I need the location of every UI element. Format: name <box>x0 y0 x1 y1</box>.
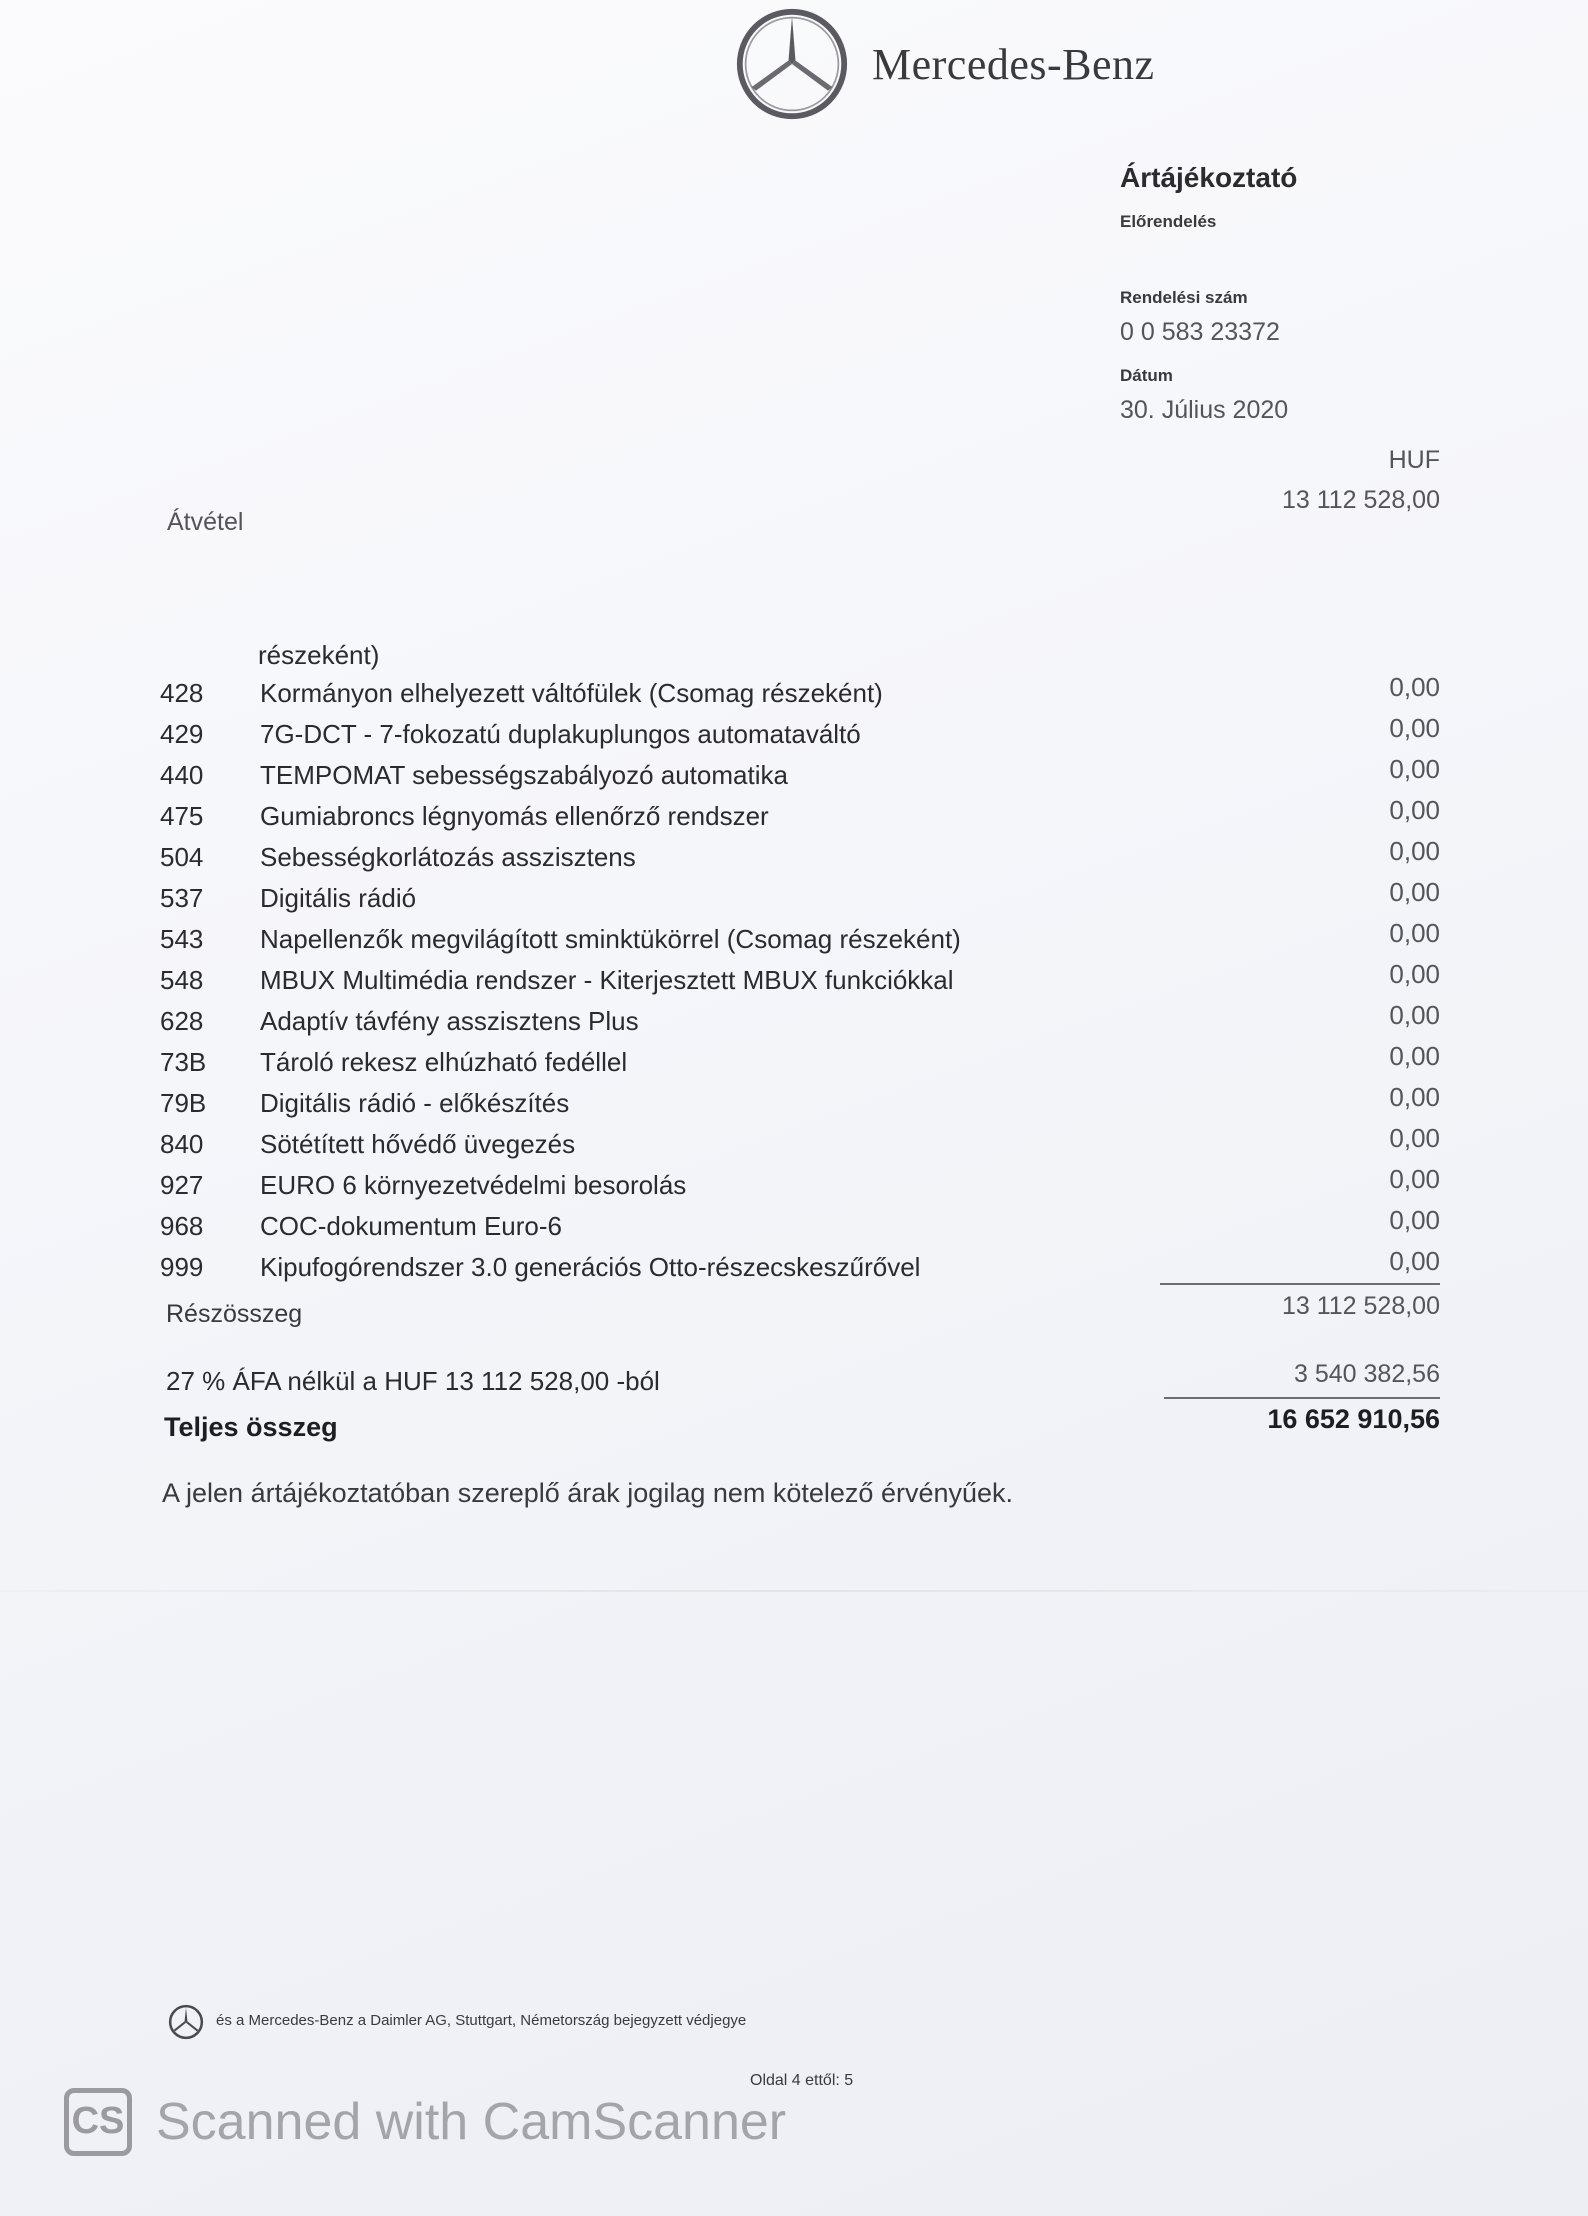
item-code: 428 <box>160 678 204 708</box>
total-label: Teljes összeg <box>164 1412 338 1442</box>
currency-label: HUF <box>1388 446 1440 474</box>
item-row <box>160 1123 1440 1169</box>
total-value: 16 652 910,56 <box>1267 1404 1440 1434</box>
items-continuation: részeként) <box>258 640 380 670</box>
camscanner-watermark: Scanned with CamScanner <box>156 2093 787 2151</box>
date-value: 30. Július 2020 <box>1120 396 1289 424</box>
item-description: MBUX Multimédia rendszer - Kiterjesztett MBUX funkciókkal <box>260 965 954 995</box>
delivery-label: Átvétel <box>167 508 244 536</box>
item-price: 0,00 <box>1389 918 1440 948</box>
paper-fold <box>0 1590 1588 1592</box>
item-price: 0,00 <box>1389 713 1440 743</box>
delivery-amount: 13 112 528,00 <box>1281 486 1440 514</box>
order-number-value: 0 0 583 23372 <box>1120 318 1280 346</box>
item-price: 0,00 <box>1389 1164 1440 1194</box>
brand-header <box>734 6 1155 122</box>
subtotal-label: Részösszeg <box>166 1300 303 1328</box>
item-code: 999 <box>160 1252 204 1282</box>
item-price: 0,00 <box>1389 1246 1440 1276</box>
item-description: Gumiabroncs légnyomás ellenőrző rendszer <box>260 801 769 831</box>
item-description: Digitális rádió - előkészítés <box>260 1088 570 1118</box>
item-row <box>160 877 1440 923</box>
brand-name: Mercedes-Benz <box>872 39 1155 89</box>
document-title: Ártájékoztató <box>1120 162 1298 193</box>
item-price: 0,00 <box>1389 877 1440 907</box>
item-row <box>160 754 1440 800</box>
date-label: Dátum <box>1120 366 1173 385</box>
item-row <box>160 713 1440 759</box>
vat-label: 27 % ÁFA nélkül a HUF 13 112 528,00 -ból <box>166 1366 660 1396</box>
item-code: 927 <box>160 1170 204 1200</box>
mercedes-star-icon <box>734 6 850 122</box>
item-price: 0,00 <box>1389 754 1440 784</box>
item-code: 628 <box>160 1006 204 1036</box>
item-code: 968 <box>160 1211 204 1241</box>
item-row <box>160 959 1440 1005</box>
item-description: Adaptív távfény asszisztens Plus <box>260 1006 639 1036</box>
item-description: 7G-DCT - 7-fokozatú duplakuplungos automataváltó <box>260 719 861 749</box>
item-price: 0,00 <box>1389 959 1440 989</box>
item-row <box>160 918 1440 964</box>
item-row <box>160 672 1440 718</box>
mercedes-star-small-icon <box>168 2004 204 2040</box>
item-code: 504 <box>160 842 204 872</box>
item-row <box>160 1205 1440 1251</box>
item-row <box>160 1082 1440 1128</box>
item-price: 0,00 <box>1389 1041 1440 1071</box>
subtotal-divider <box>1160 1283 1440 1285</box>
item-row <box>160 1246 1440 1292</box>
document-subtitle: Előrendelés <box>1120 212 1217 231</box>
item-description: COC-dokumentum Euro-6 <box>260 1211 562 1241</box>
item-row <box>160 1000 1440 1046</box>
trademark-note: és a Mercedes-Benz a Daimler AG, Stuttgart, Németország bejegyzett védjegye <box>216 2012 747 2029</box>
disclaimer-text: A jelen ártájékoztatóban szereplő árak jogilag nem kötelező érvényűek. <box>162 1478 1014 1508</box>
item-code: 475 <box>160 801 204 831</box>
subtotal-value: 13 112 528,00 <box>1281 1292 1440 1320</box>
page-number: Oldal 4 ettől: 5 <box>750 2072 854 2089</box>
item-code: 537 <box>160 883 204 913</box>
item-code: 73B <box>160 1047 207 1077</box>
item-price: 0,00 <box>1389 1123 1440 1153</box>
item-code: 543 <box>160 924 204 954</box>
item-description: Napellenzők megvilágított sminktükörrel (Csomag részeként) <box>260 924 961 954</box>
item-description: Sötétített hővédő üvegezés <box>260 1129 576 1159</box>
order-number-label: Rendelési szám <box>1120 288 1248 307</box>
item-price: 0,00 <box>1389 836 1440 866</box>
item-row <box>160 836 1440 882</box>
item-description: Kormányon elhelyezett váltófülek (Csomag részeként) <box>260 678 883 708</box>
total-divider <box>1164 1397 1440 1399</box>
item-description: Kipufogórendszer 3.0 generációs Otto-részecskeszűrővel <box>260 1252 921 1282</box>
item-code: 79B <box>160 1088 207 1118</box>
item-code: 548 <box>160 965 204 995</box>
vat-value: 3 540 382,56 <box>1294 1360 1440 1388</box>
item-price: 0,00 <box>1389 672 1440 702</box>
item-price: 0,00 <box>1389 1000 1440 1030</box>
item-price: 0,00 <box>1389 1205 1440 1235</box>
item-row <box>160 1041 1440 1087</box>
item-description: TEMPOMAT sebességszabályozó automatika <box>260 760 788 790</box>
item-row <box>160 795 1440 841</box>
item-description: Digitális rádió <box>260 883 417 913</box>
camscanner-logo: CS <box>64 2088 132 2156</box>
item-description: EURO 6 környezetvédelmi besorolás <box>260 1170 687 1200</box>
item-description: Sebességkorlátozás asszisztens <box>260 842 636 872</box>
item-description: Tároló rekesz elhúzható fedéllel <box>260 1047 628 1077</box>
item-code: 840 <box>160 1129 204 1159</box>
item-price: 0,00 <box>1389 1082 1440 1112</box>
item-price: 0,00 <box>1389 795 1440 825</box>
item-code: 440 <box>160 760 204 790</box>
item-code: 429 <box>160 719 204 749</box>
item-row <box>160 1164 1440 1210</box>
